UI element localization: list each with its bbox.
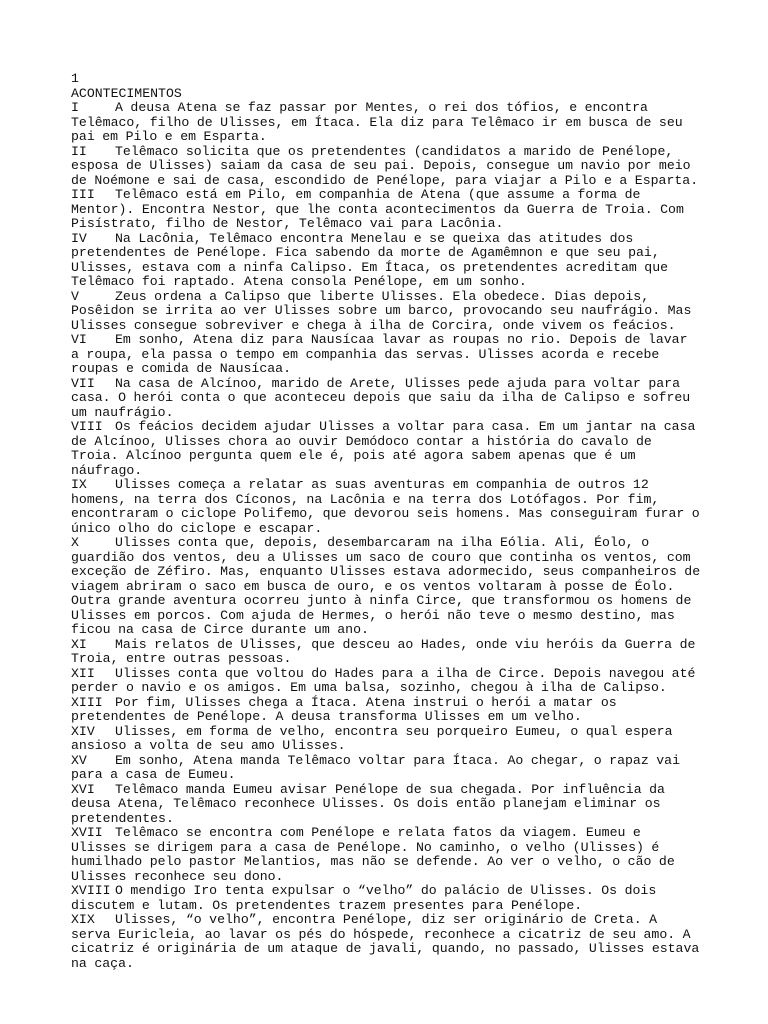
- chapter-summary: [71, 333, 701, 377]
- chapter-summary: [71, 754, 701, 783]
- chapter-numeral: V: [71, 288, 79, 304]
- chapter-text: Telêmaco se encontra com Penélope e relata fatos da viagem. Eumeu e Ulisses se dirigem para a casa de Penélope. No caminho, o velho (Ulisses) é humilhado pelo pastor Melantios, mas não se defende. Ao ver o velho, o cão de Ulisses reconhece seu dono.: [71, 825, 683, 884]
- chapter-numeral: XVIII: [71, 883, 111, 898]
- chapter-text: Mais relatos de Ulisses, que desceu ao Hades, onde viu heróis da Guerra de Troia, entre outras pessoas.: [71, 636, 703, 666]
- chapter-text: Ulisses começa a relatar as suas aventuras em companhia de outros 12 homens, na terra dos Cíconos, na Lacônia e na terra dos Lotófagos. Por fim, encontraram o ciclope Polifemo, que devorou seis homens. Mas conseguiram furar o único olho do ciclope e escapar.: [71, 477, 708, 536]
- chapter-numeral: VIII: [71, 419, 103, 434]
- chapter-numeral: XV: [71, 752, 87, 768]
- chapter-numeral: XII: [71, 665, 95, 681]
- chapter-numeral: XIII: [71, 694, 103, 710]
- chapter-summary: [71, 377, 701, 421]
- chapter-summary: [71, 783, 701, 827]
- chapter-summary: [71, 188, 701, 232]
- chapter-numeral: VI: [71, 332, 87, 347]
- chapter-text: O mendigo Iro tenta expulsar o “velho” do palácio de Ulisses. Os dois discutem e lutam. Os pretendentes trazem presentes para Penélope.: [71, 883, 664, 913]
- chapter-numeral: XVII: [71, 825, 103, 840]
- chapter-summary: [71, 477, 708, 536]
- chapter-text: Telêmaco está em Pilo, em companhia de Atena (que assume a forma de Mentor). Encontra Nestor, que lhe conta acontecimentos da Guerra de Troia. Com Pisístrato, filho de Nestor, Telêmaco vai para Lacônia.: [71, 187, 692, 231]
- chapter-summary: [71, 826, 701, 884]
- document-page: [71, 71, 708, 971]
- chapter-summary: [71, 145, 701, 189]
- chapter-summary: [71, 912, 707, 971]
- chapter-summary: [71, 232, 701, 290]
- chapter-text: Os feácios decidem ajudar Ulisses a voltar para casa. Em um jantar na casa de Alcínoo, Ulisses chora ao ouvir Demódoco contar a história do cavalo de Troia. Alcínoo pergunta quem ele é, pois até agora sabem apenas que é um náufrago.: [71, 419, 703, 478]
- chapter-numeral: IX: [71, 477, 87, 492]
- chapter-text: Na Lacônia, Telêmaco encontra Menelau e se queixa das atitudes dos pretendentes de Penélope. Fica sabendo da morte de Agamêmnon e que seu pai, Ulisses, estava com a ninfa Calipso. Em Ítaca, os pretendentes acreditam que Telêmaco foi raptado. Atena consola Penélope, em um sonho.: [71, 230, 676, 289]
- chapter-summary: [71, 420, 701, 478]
- chapter-text: Telêmaco solicita que os pretendentes (candidatos a marido de Penélope, esposa de Ulisses) saiam da casa de seu pai. Depois, consegue um navio por meio de Noémone e sai de casa, escondido de Penélope, para viajar a Pilo e a Esparta.: [71, 143, 699, 188]
- chapter-numeral: XIV: [71, 723, 95, 739]
- chapter-list: [71, 100, 708, 971]
- chapter-text: Ulisses conta que, depois, desembarcaram na ilha Eólia. Ali, Éolo, o guardião dos ventos, deu a Ulisses um saco de couro que continha os ventos, com exceção de Zéfiro. Mas, enquanto Ulisses estava adormecido, seus companheiros de viagem abriram o saco em busca de ouro, e os ventos voltaram à posse de Éolo. Outra grande aventura ocorreu junto à ninfa Circe, que transformou os homens de Ulisses em porcos. Com ajuda de Hermes, o herói não teve o mesmo destino, mas ficou na casa de Circe durante um ano.: [71, 535, 708, 637]
- chapter-summary: [71, 101, 701, 145]
- chapter-text: Ulisses conta que voltou do Hades para a ilha de Circe. Depois navegou até perder o navio e os amigos. Em uma balsa, sozinho, chegou à ilha de Calipso.: [71, 665, 703, 695]
- chapter-numeral: XI: [71, 636, 87, 652]
- chapter-text: Por fim, Ulisses chega a Ítaca. Atena instrui o herói a matar os pretendentes de Penélope. A deusa transforma Ulisses em um velho.: [71, 694, 625, 724]
- chapter-text: Telêmaco manda Eumeu avisar Penélope de sua chegada. Por influência da deusa Atena, Telêmaco reconhece Ulisses. Os dois então planejam eliminar os pretendentes.: [71, 781, 673, 826]
- chapter-text: Zeus ordena a Calipso que liberte Ulisses. Ela obedece. Dias depois, Posêidon se irrita ao ver Ulisses sobre um barco, provocando seu naufrágio. Mas Ulisses consegue sobreviver e chega à ilha de Corcira, onde vivem os feácios.: [71, 288, 699, 333]
- chapter-numeral: XIX: [71, 912, 95, 927]
- chapter-numeral: III: [71, 187, 95, 202]
- chapter-numeral: II: [71, 143, 87, 159]
- document-heading: ACONTECIMENTOS: [71, 85, 182, 101]
- chapter-summary: [71, 884, 701, 913]
- chapter-text: Ulisses, em forma de velho, encontra seu porqueiro Eumeu, o qual espera ansioso a volta de seu amo Ulisses.: [71, 723, 680, 753]
- chapter-summary: [71, 667, 701, 696]
- chapter-text: A deusa Atena se faz passar por Mentes, o rei dos tófios, e encontra Telêmaco, filho de Ulisses, em Ítaca. Ela diz para Telêmaco ir em busca de seu pai em Pilo e em Esparta.: [71, 100, 691, 144]
- chapter-summary: [71, 696, 701, 725]
- chapter-numeral: I: [71, 100, 79, 115]
- chapter-summary: [71, 290, 701, 334]
- page-number: 1: [71, 71, 79, 86]
- chapter-text: Na casa de Alcínoo, marido de Arete, Ulisses pede ajuda para voltar para casa. O herói conta o que aconteceu depois que saiu da ilha de Calipso e sofreu um naufrágio.: [71, 375, 698, 420]
- chapter-text: Em sonho, Atena diz para Nausícaa lavar as roupas no rio. Depois de lavar a roupa, ela passa o tempo em companhia das servas. Ulisses acorda e recebe roupas e comida de Nausícaa.: [71, 332, 696, 376]
- chapter-numeral: IV: [71, 230, 87, 246]
- chapter-text: Em sonho, Atena manda Telêmaco voltar para Ítaca. Ao chegar, o rapaz vai para a casa de Eumeu.: [71, 752, 688, 782]
- chapter-numeral: X: [71, 535, 79, 550]
- chapter-summary: [71, 725, 701, 754]
- chapter-summary: [71, 535, 708, 638]
- chapter-text: Ulisses, “o velho”, encontra Penélope, diz ser originário de Creta. A serva Euricleia, ao lavar os pés do hóspede, reconhece a cicatriz de seu amo. A cicatriz é originária de um ataque de javali, quando, no passado, Ulisses estava na caça.: [71, 912, 707, 971]
- chapter-summary: [71, 638, 701, 667]
- chapter-numeral: XVI: [71, 781, 95, 797]
- chapter-numeral: VII: [71, 375, 95, 391]
